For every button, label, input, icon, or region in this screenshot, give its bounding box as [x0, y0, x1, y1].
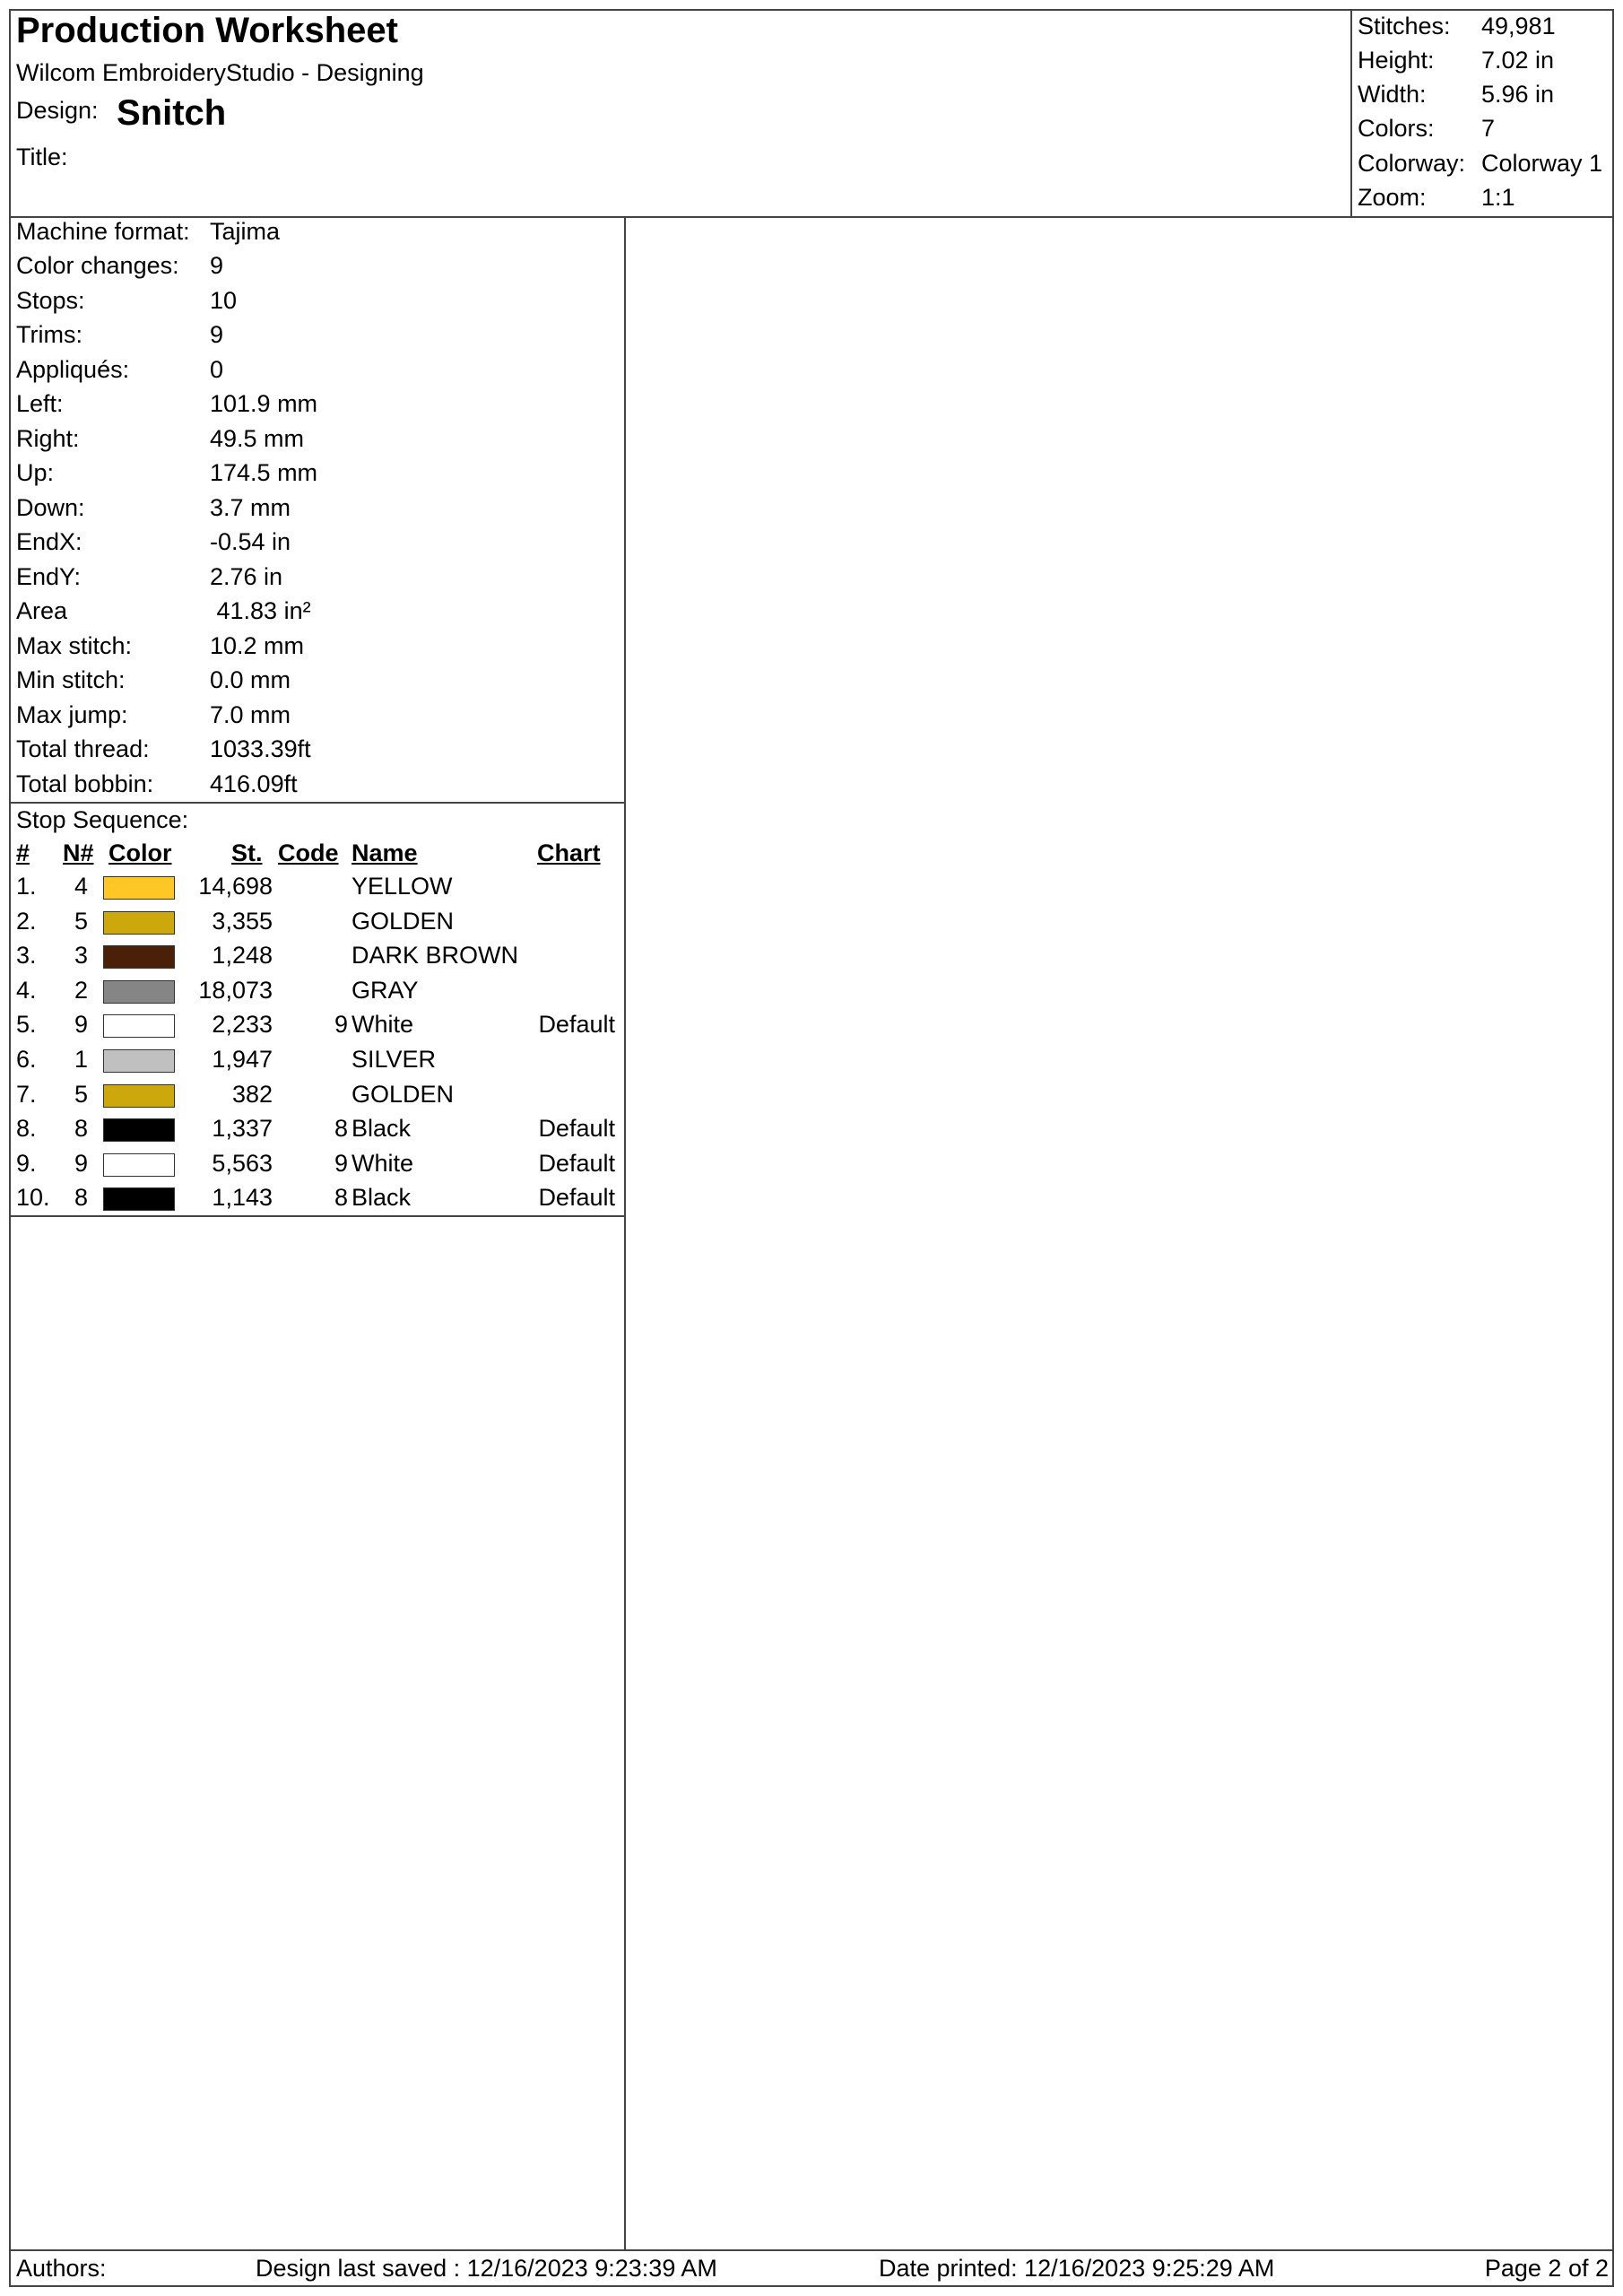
summary-label: Colors: — [1358, 115, 1435, 142]
thread-name: YELLOW — [352, 873, 453, 900]
stat-value: 1033.39ft — [210, 735, 311, 762]
needle-number: 2 — [74, 976, 88, 1004]
summary-label: Stitches: — [1358, 13, 1451, 39]
stat-value: 49.5 mm — [210, 425, 305, 452]
thread-name: SILVER — [352, 1046, 437, 1073]
thread-name: White — [352, 1149, 414, 1177]
title-label-text: Title: — [16, 144, 68, 170]
summary-value: 7 — [1481, 115, 1496, 142]
row-number: 8. — [16, 1115, 37, 1143]
stitch-count: 1,143 — [212, 1184, 273, 1212]
summary-label: Height: — [1358, 47, 1435, 74]
column-header-stitches: St. — [231, 839, 263, 866]
thread-code: 8 — [334, 1184, 348, 1212]
column-header-chart: Chart — [537, 839, 601, 866]
summary-value: 49,981 — [1481, 13, 1556, 39]
footer-authors: Authors: — [16, 2255, 107, 2282]
stitch-count: 1,248 — [212, 942, 273, 970]
stat-value: 174.5 mm — [210, 459, 318, 486]
color-swatch — [103, 911, 175, 935]
color-swatch — [103, 980, 175, 1004]
thread-code: 8 — [334, 1115, 348, 1143]
color-swatch — [103, 1014, 175, 1038]
stitch-count: 1,337 — [212, 1115, 273, 1143]
summary-label: Width: — [1358, 81, 1427, 108]
color-swatch — [103, 945, 175, 969]
thread-chart: Default — [538, 1184, 615, 1212]
footer-last-saved: Design last saved : 12/16/2023 9:23:39 AM — [256, 2255, 717, 2282]
column-header-needle: N# — [63, 839, 94, 866]
app-name: Wilcom EmbroideryStudio - Designing — [16, 59, 424, 86]
stat-label: Total thread: — [16, 735, 150, 762]
stop-sequence-row — [9, 908, 624, 942]
thread-code: 9 — [334, 1149, 348, 1177]
thread-name: DARK BROWN — [352, 942, 519, 970]
needle-number: 1 — [74, 1046, 88, 1073]
stat-label: Stops: — [16, 287, 85, 314]
stat-value: 9 — [210, 252, 224, 279]
thread-name: GOLDEN — [352, 1080, 455, 1108]
stat-label: Trims: — [16, 321, 82, 348]
row-number: 9. — [16, 1149, 37, 1177]
color-swatch — [103, 1084, 175, 1108]
summary-value: 7.02 in — [1481, 47, 1555, 74]
stat-value: 0.0 mm — [210, 666, 291, 693]
column-header-name: Name — [352, 839, 418, 866]
design-label: Design: — [16, 97, 99, 124]
stat-label: EndX: — [16, 528, 82, 555]
summary-value: Colorway 1 — [1481, 150, 1603, 177]
section-divider — [9, 1215, 624, 1217]
row-number: 4. — [16, 976, 37, 1004]
stat-value: 3.7 mm — [210, 494, 291, 521]
color-swatch — [103, 1153, 175, 1177]
color-swatch — [103, 1187, 175, 1211]
stat-value: 0 — [210, 356, 224, 383]
row-number: 7. — [16, 1080, 37, 1108]
stat-label: Appliqués: — [16, 356, 130, 383]
design-name: Snitch — [117, 93, 227, 133]
stat-value: 41.83 in² — [210, 597, 311, 624]
column-header-num: # — [16, 839, 30, 866]
color-swatch — [103, 876, 175, 900]
stat-label: Left: — [16, 390, 64, 417]
section-divider — [9, 802, 624, 804]
stat-label: Color changes: — [16, 252, 179, 279]
stat-value: Tajima — [210, 218, 281, 245]
needle-number: 8 — [74, 1115, 88, 1143]
needle-number: 5 — [74, 1080, 88, 1108]
color-swatch — [103, 1049, 175, 1073]
stat-label: Down: — [16, 494, 85, 521]
row-number: 3. — [16, 942, 37, 970]
thread-chart: Default — [538, 1149, 615, 1177]
needle-number: 9 — [74, 1149, 88, 1177]
column-header-color: Color — [108, 839, 172, 866]
row-number: 1. — [16, 873, 37, 900]
needle-number: 4 — [74, 873, 88, 900]
row-number: 5. — [16, 1011, 37, 1039]
footer-date-printed: Date printed: 12/16/2023 9:25:29 AM — [879, 2255, 1275, 2282]
stop-sequence-row — [9, 1115, 624, 1149]
needle-number: 5 — [74, 907, 88, 935]
stat-value: 416.09ft — [210, 770, 298, 797]
stop-sequence-row — [9, 1081, 624, 1115]
stitch-count: 18,073 — [198, 976, 273, 1004]
stat-value: 2.76 in — [210, 563, 283, 590]
stop-sequence-row — [9, 942, 624, 976]
color-swatch — [103, 1118, 175, 1142]
page-title: Production Worksheet — [16, 11, 398, 50]
stat-label: Area — [16, 597, 68, 624]
stat-label: Max stitch: — [16, 632, 133, 659]
stop-sequence-row — [9, 873, 624, 907]
row-number: 6. — [16, 1046, 37, 1073]
thread-chart: Default — [538, 1115, 615, 1143]
title-label — [16, 144, 68, 171]
thread-chart: Default — [538, 1011, 615, 1039]
stat-value: 10.2 mm — [210, 632, 305, 659]
row-number: 10. — [16, 1184, 50, 1212]
stop-sequence-row — [9, 1184, 624, 1218]
row-number: 2. — [16, 907, 37, 935]
stop-sequence-row — [9, 977, 624, 1011]
stat-label: Min stitch: — [16, 666, 126, 693]
stitch-count: 14,698 — [198, 873, 273, 900]
thread-name: GRAY — [352, 976, 419, 1004]
thread-name: Black — [352, 1184, 412, 1212]
stitch-count: 3,355 — [212, 907, 273, 935]
stat-value: 7.0 mm — [210, 701, 291, 728]
column-header-code: Code — [278, 839, 339, 866]
stitch-count: 2,233 — [212, 1011, 273, 1039]
stitch-count: 1,947 — [212, 1046, 273, 1073]
needle-number: 8 — [74, 1184, 88, 1212]
worksheet-footer — [9, 2249, 1614, 2287]
design-details-panel — [9, 218, 626, 2249]
stop-sequence-row — [9, 1150, 624, 1184]
thread-name: White — [352, 1011, 414, 1039]
needle-number: 9 — [74, 1011, 88, 1039]
stat-label: Right: — [16, 425, 80, 452]
stat-value: 10 — [210, 287, 238, 314]
thread-name: GOLDEN — [352, 907, 455, 935]
summary-value: 5.96 in — [1481, 81, 1555, 108]
stat-label: Total bobbin: — [16, 770, 154, 797]
summary-label: Zoom: — [1358, 184, 1427, 211]
stat-value: -0.54 in — [210, 528, 291, 555]
footer-page-number: Page 2 of 2 — [1484, 2255, 1609, 2282]
stitch-count: 5,563 — [212, 1149, 273, 1177]
summary-value: 1:1 — [1481, 184, 1515, 211]
stat-value: 101.9 mm — [210, 390, 318, 417]
needle-number: 3 — [74, 942, 88, 970]
stat-label: EndY: — [16, 563, 82, 590]
stop-sequence-row — [9, 1011, 624, 1045]
thread-name: Black — [352, 1115, 412, 1143]
thread-code: 9 — [334, 1011, 348, 1039]
stat-label: Up: — [16, 459, 55, 486]
stop-sequence-title: Stop Sequence: — [16, 806, 189, 833]
summary-label: Colorway: — [1358, 150, 1466, 177]
design-summary — [1350, 9, 1612, 216]
stop-sequence-row — [9, 1046, 624, 1080]
stitch-count: 382 — [231, 1080, 273, 1108]
stat-label: Max jump: — [16, 701, 128, 728]
stat-label: Machine format: — [16, 218, 190, 245]
worksheet-header — [9, 9, 1614, 218]
stat-value: 9 — [210, 321, 224, 348]
